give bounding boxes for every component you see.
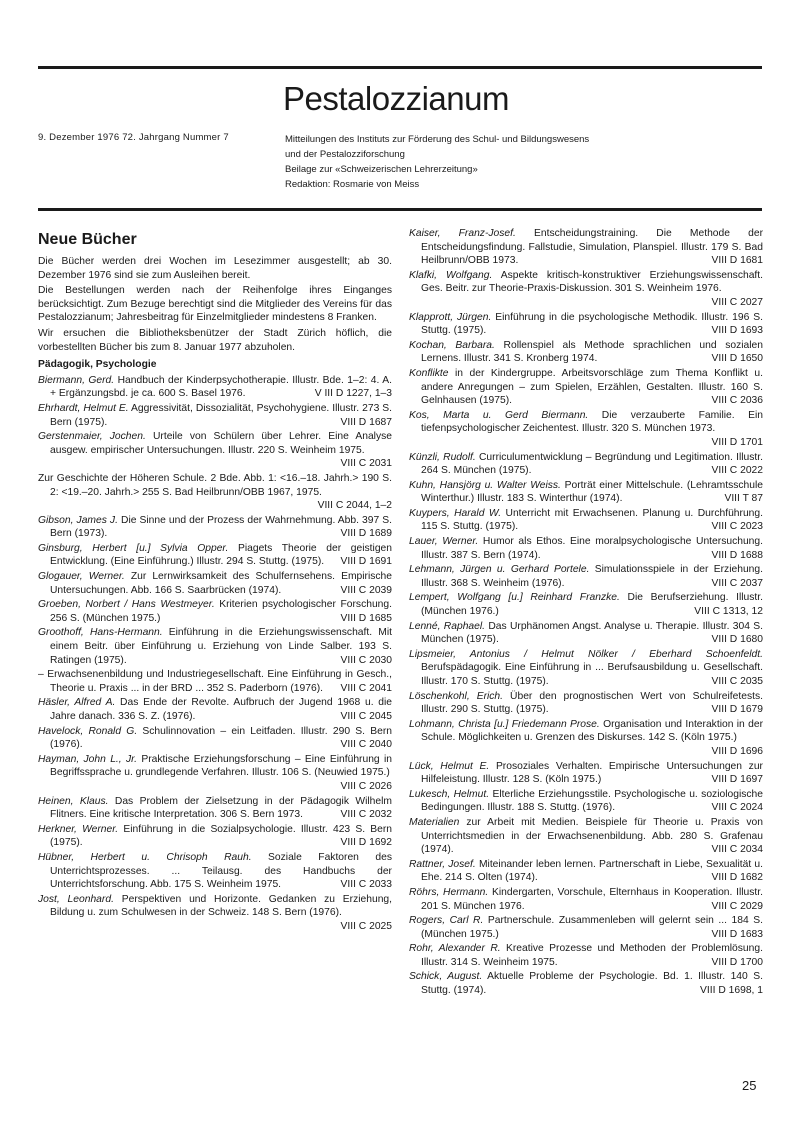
book-description: Unterricht mit Erwachsenen. Planung u. Durchführung. 115 S. Stuttg. (1975).: [421, 507, 763, 533]
book-description: Porträt einer Mittelschule. (Lehramtsschule Winterthur.) Illustr. 183 S. Winterthur (1974).: [421, 479, 763, 505]
right-column: [409, 227, 763, 999]
book-author: Materialien: [409, 816, 460, 828]
book-author: Lauer, Werner.: [409, 536, 479, 548]
book-entry: [409, 788, 763, 815]
book-author: Hübner, Herbert u. Chrisoph Rauh.: [38, 851, 252, 863]
book-author: Röhrs, Hermann.: [409, 886, 489, 898]
shelf-signature: VIII C 2026: [340, 780, 392, 792]
book-entry: [409, 620, 763, 647]
book-author: Rattner, Josef.: [409, 858, 476, 870]
book-entry: [38, 542, 392, 569]
book-entry: [38, 823, 392, 850]
book-description: Piagets Theorie der geistigen Entwicklung. (Eine Einführung.) Illustr. 294 S. Stuttg. (1975).: [50, 542, 392, 568]
book-entry: [38, 725, 392, 752]
shelf-signature: VIII C 2023: [711, 521, 763, 533]
book-entry: [409, 718, 763, 759]
book-description: Das Urphänomen Angst. Analyse u. Therapie. Illustr. 304 S. München (1975).: [421, 620, 764, 646]
shelf-signature: VIII D 1700: [711, 956, 763, 968]
dateline: 9. Dezember 1976 72. Jahrgang Nummer 7: [38, 132, 229, 143]
shelf-signature: VIII C 2033: [340, 879, 392, 891]
book-entry: [38, 753, 392, 794]
book-author: Lohmann, Christa [u.] Friedemann Prose.: [409, 718, 600, 730]
book-author: Konflikte: [409, 367, 449, 379]
shelf-signature: VIII C 2022: [711, 465, 763, 477]
book-author: Ehrhardt, Helmut E.: [38, 402, 129, 414]
book-entry: [38, 668, 392, 695]
book-description: Rollenspiel als Methode sprachlichen und sozialen Lernens. Illustr. 341 S. Kronberg 1974.: [421, 339, 763, 365]
shelf-signature: VIII C 2029: [711, 900, 763, 912]
masthead-line: Mitteilungen des Instituts zur Förderung des Schul- und Bildungswesens: [285, 134, 590, 145]
book-author: Herkner, Werner.: [38, 823, 119, 835]
book-author: Häsler, Alfred A.: [38, 697, 116, 709]
shelf-signature: VIII C 2024: [711, 802, 763, 814]
book-entry: [409, 914, 763, 941]
subsection-heading: Pädagogik, Psychologie: [38, 359, 157, 371]
masthead: [285, 132, 755, 192]
section-rule: [38, 208, 762, 211]
book-description: zur Arbeit mit Medien. Beispiele für Theorie u. Praxis von Unterrichtsmedien in der Erwachsenenbildung. Abb. 280 S. Grafenau (1974).: [421, 816, 763, 856]
intro-paragraph: Wir ersuchen die Bibliotheksbenützer der Stadt Zürich höflich, die vorbestellten Bücher bis zum 8. Januar 1977 abzuholen.: [38, 327, 392, 353]
shelf-signature: VIII C 2032: [340, 809, 392, 821]
book-author: Kuypers, Harald W.: [409, 507, 502, 519]
book-author: Biermann, Gerd.: [38, 374, 115, 386]
book-description: Elterliche Erziehungsstile. Psychologische u. soziologische Bedingungen. Illustr. 188 S. Stuttg. (1976).: [421, 788, 763, 814]
book-entry: [38, 696, 392, 723]
book-description: Prosoziales Verhalten. Empirische Untersuchungen zur Hilfeleistung. Illustr. 128 S. (Köln 1975.): [421, 760, 763, 786]
masthead-line: und der Pestalozziforschung: [285, 149, 405, 160]
shelf-signature: VIII C 2031: [340, 458, 392, 470]
book-author: Havelock, Ronald G.: [38, 725, 138, 737]
book-description: in der Kindergruppe. Arbeitsvorschläge zum Thema Konflikt u. andere Anregungen – zum Spielen, Erzählen, Gestalten. Illustr. 160 S. Gelnhausen (1975).: [421, 367, 763, 407]
shelf-signature: VIII D 1697: [711, 774, 763, 786]
book-entry: [409, 816, 763, 857]
book-author: Lenné, Raphael.: [409, 620, 486, 632]
book-entry: [409, 507, 763, 534]
book-description: Zur Geschichte der Höheren Schule. 2 Bde. Abb. 1: <16.–18. Jahrh.> 190 S. 2: <19.–20. Jahrh.> 255 S. Bad Heilbrunn/OBB 1967, 1975.: [38, 472, 392, 498]
book-entry: [38, 598, 392, 625]
book-description: Miteinander leben lernen. Partnerschaft in Liebe, Sexualität u. Ehe. 214 S. Olten (1974).: [421, 858, 763, 884]
book-entry: [38, 893, 392, 934]
shelf-signature: VIII C 2040: [340, 739, 392, 751]
book-description: Praktische Erziehungsforschung – Eine Einführung in Begriffssprache u. grundlegende Verfahren. Illustr. 106 S. (Neuwied 1975.): [50, 753, 393, 779]
shelf-signature: VIII T 87: [724, 493, 763, 505]
book-description: Soziale Faktoren des Unterrichtsprozesses. ... Teilausg. des Handbuchs der Unterrichtsforschung. Abb. 175 S. Weinheim 1975.: [50, 851, 392, 891]
shelf-signature: VIII D 1689: [340, 528, 392, 540]
book-description: Aggressivität, Dissozialität, Psychohygiene. Illustr. 273 S. Bern (1975).: [50, 402, 392, 428]
book-entry: [409, 886, 763, 913]
book-author: Heinen, Klaus.: [38, 795, 109, 807]
book-author: Rogers, Carl R.: [409, 915, 484, 927]
shelf-signature: VIII C 2044, 1–2: [317, 500, 392, 512]
book-description: Einführung in die Sozialpsychologie. Illustr. 423 S. Bern (1975).: [50, 823, 392, 849]
book-description: Einführung in die psychologische Methodik. Illustr. 196 S. Stuttg. (1975).: [421, 311, 763, 337]
book-author: Löschenkohl, Erich.: [409, 690, 504, 702]
book-author: Groeben, Norbert / Hans Westmeyer.: [38, 599, 215, 611]
book-description: Simulationsspiele in der Erziehung. Illustr. 368 S. Weinheim (1976).: [421, 564, 763, 589]
shelf-signature: VIII C 2030: [340, 654, 392, 666]
book-author: Lück, Helmut E.: [409, 760, 490, 772]
shelf-signature: VIII C 2025: [340, 920, 392, 932]
shelf-signature: VIII D 1682: [711, 872, 763, 884]
section-title: Neue Bücher: [38, 231, 137, 248]
book-entry: [38, 626, 392, 667]
book-entry: [409, 409, 763, 450]
shelf-signature: VIII D 1680: [711, 634, 763, 646]
book-description: Die Berufserziehung. Illustr. (München 1976.): [421, 592, 763, 618]
book-author: Ginsburg, Herbert [u.] Sylvia Opper.: [38, 542, 229, 554]
book-description: Curriculumentwicklung – Begründung und Legitimation. Illustr. 264 S. München (1975).: [421, 451, 763, 477]
shelf-signature: VIII D 1691: [340, 556, 392, 568]
page-title: Pestalozzianum: [283, 80, 509, 117]
book-author: Kos, Marta u. Gerd Biermann.: [409, 409, 589, 421]
book-description: Entscheidungstraining. Die Methode der Entscheidungsfindung. Fallstudie, Simulation, Planspiel. Illustr. 179 S. Bad Heilbrunn/OBB 1973.: [421, 228, 763, 267]
shelf-signature: VIII C 2039: [340, 584, 392, 596]
shelf-signature: VIII D 1692: [340, 837, 392, 849]
book-author: Jost, Leonhard.: [38, 893, 114, 905]
shelf-signature: VIII C 1313, 12: [694, 606, 763, 618]
shelf-signature: VIII D 1687: [340, 416, 392, 428]
book-author: Klafki, Wolfgang.: [409, 269, 493, 281]
shelf-signature: VIII D 1650: [711, 353, 763, 365]
book-author: Klapprott, Jürgen.: [409, 311, 492, 323]
book-author: Glogauer, Werner.: [38, 571, 125, 583]
shelf-signature: VIII C 2041: [340, 682, 392, 694]
book-entry: [409, 451, 763, 478]
book-description: Kindergarten, Vorschule, Elternhaus in Kooperation. Illustr. 201 S. München 1976.: [421, 886, 763, 912]
shelf-signature: VIII C 2034: [711, 844, 763, 856]
book-entry: [409, 690, 763, 717]
top-rule: [38, 66, 762, 69]
book-description: Das Ende der Revolte. Aufbruch der Jugend 1968 u. die Jahre danach. 336 S. Z. (1976).: [50, 697, 392, 722]
shelf-signature: VIII D 1693: [711, 325, 763, 337]
book-description: Zur Lernwirksamkeit des Schulfernsehens. Empirische Untersuchungen. Abb. 166 S. Saarbrücken (1974).: [50, 571, 392, 596]
book-description: Aktuelle Probleme der Psychologie. Bd. 1. Illustr. 140 S. Stuttg. (1974).: [421, 971, 763, 997]
book-entry: [409, 367, 763, 408]
shelf-signature: VIII D 1685: [340, 612, 392, 624]
book-author: Lipsmeier, Antonius / Helmut Nölker / Eberhard Schoenfeldt.: [409, 648, 763, 660]
book-entry: [409, 858, 763, 885]
book-description: Das Problem der Zielsetzung in der Pädagogik Wilhelm Flitners. Eine kritische Interpretation. 306 S. Bern 1973.: [50, 795, 392, 821]
shelf-signature: VIII D 1681: [711, 255, 763, 267]
book-entry: [38, 374, 392, 401]
intro-paragraph: Die Bücher werden drei Wochen im Lesezimmer ausgestellt; ab 30. Dezember 1976 sind sie zum Ausleihen bereit.: [38, 256, 392, 281]
book-description: Urteile von Schülern über Lehrer. Eine Analyse ausgew. empirischer Untersuchungen. Illustr. 220 S. Weinheim 1975.: [50, 431, 392, 456]
book-description: Die verzauberte Familie. Ein tiefenpsychologischer Zeichentest. Illustr. 320 S. München 1973.: [421, 409, 764, 435]
book-entry: [409, 339, 763, 366]
book-entry: [409, 563, 763, 590]
intro-paragraph: Die Bestellungen werden nach der Reihenfolge ihres Einganges berücksichtigt. Zum Bezuge berechtigt sind die Mitglieder des Vereins für das Pestalozzianum; Jahresbeitrag für Einzelmitglieder mindestens 8 Franken.: [38, 285, 392, 324]
book-entry: [409, 535, 763, 562]
book-description: Die Sinne und der Prozess der Wahrnehmung. Abb. 397 S. Bern (1973).: [50, 514, 393, 540]
left-column: [38, 229, 392, 935]
book-description: Über den prognostischen Wert von Schulreifetests. Illustr. 290 S. Stuttg. (1975).: [421, 690, 763, 716]
book-description: Partnerschule. Zusammenleben will gelernt sein ... 184 S. (München 1975.): [421, 915, 764, 940]
book-author: Kochan, Barbara.: [409, 339, 495, 351]
book-entry: [409, 648, 763, 689]
book-author: Kaiser, Franz-Josef.: [409, 228, 516, 239]
book-description: Berufspädagogik. Eine Einführung in ... Berufsausbildung u. Gesellschaft. Illustr. 170 S. Stuttg. (1975).: [421, 662, 763, 687]
masthead-line: Redaktion: Rosmarie von Meiss: [285, 179, 420, 190]
book-entry: [409, 269, 763, 310]
book-list-right: [409, 227, 763, 998]
book-description: Perspektiven und Horizonte. Gedanken zu Erziehung, Bildung u. zum Schulwesen in der Schweiz. 148 S. Bern (1976).: [50, 893, 393, 919]
shelf-signature: VIII D 1696: [711, 745, 763, 757]
book-entry: [38, 472, 392, 513]
book-author: Lukesch, Helmut.: [409, 788, 490, 800]
page-number: 25: [742, 1078, 757, 1093]
book-entry: [409, 760, 763, 787]
shelf-signature: VIII C 2036: [711, 395, 763, 407]
book-author: Hayman, John L., Jr.: [38, 753, 138, 765]
book-author: Schick, August.: [409, 971, 483, 983]
shelf-signature: VIII C 2035: [711, 676, 763, 687]
book-author: Künzli, Rudolf.: [409, 451, 476, 463]
book-list-left: [38, 374, 392, 934]
masthead-line: Beilage zur «Schweizerischen Lehrerzeitung»: [285, 164, 478, 175]
book-description: Organisation und Interaktion in der Schule. Möglichkeiten u. Grenzen des Diskurses. 142 S. (Köln 1975.): [421, 718, 764, 744]
book-description: Einführung in die Erziehungswissenschaft. Mit einem Beitr. über Einführung u. Erziehung von Linde Salber. 193 S. Ratingen (1975).: [50, 627, 392, 666]
shelf-signature: VIII D 1688: [711, 549, 763, 561]
book-entry: [409, 942, 763, 969]
book-entry: [38, 851, 392, 892]
book-description: – Erwachsenenbildung und Industriegesellschaft. Eine Einführung in Gesch., Theorie u. Praxis ... in der BRD ... 352 S. Paderborn (1976).: [38, 669, 392, 694]
shelf-signature: VIII D 1683: [711, 928, 763, 940]
shelf-signature: VIII D 1701: [711, 436, 763, 448]
shelf-signature: VIII D 1679: [711, 704, 763, 716]
book-description: Kreative Prozesse und Methoden der Problemlösung. Illustr. 314 S. Weinheim 1975.: [421, 943, 763, 968]
book-entry: [409, 479, 763, 506]
book-author: Lehmann, Jürgen u. Gerhard Portele.: [409, 564, 590, 576]
shelf-signature: VIII C 2027: [711, 296, 763, 308]
book-author: Groothoff, Hans-Hermann.: [38, 627, 163, 639]
book-description: Humor als Ethos. Eine moralpsychologische Untersuchung. Illustr. 387 S. Bern (1974).: [421, 536, 763, 561]
book-author: Gibson, James J.: [38, 514, 118, 526]
shelf-signature: VIII C 2037: [711, 577, 763, 589]
book-entry: [38, 570, 392, 597]
book-entry: [409, 311, 763, 338]
book-entry: [409, 591, 763, 618]
book-description: Handbuch der Kinderpsychotherapie. Illustr. Bde. 1–2: 4. A. + Ergänzungsbd. je ca. 600 S. Basel 1976.: [50, 374, 392, 400]
book-author: Lempert, Wolfgang [u.] Reinhard Franzke.: [409, 592, 620, 604]
book-description: Aspekte kritisch-konstruktiver Erziehungswissenschaft. Ges. Beitr. zur Theorie-Praxis-Diskussion. 301 S. Weinheim 1976.: [421, 269, 764, 295]
book-entry: [38, 402, 392, 429]
book-description: Kriterien psychologischer Forschung. 256 S. (München 1975.): [50, 599, 392, 624]
book-entry: [409, 970, 763, 997]
book-author: Rohr, Alexander R.: [409, 943, 501, 955]
book-entry: [38, 430, 392, 471]
book-entry: [409, 227, 763, 268]
shelf-signature: VIII C 2045: [340, 711, 392, 722]
book-entry: [38, 795, 392, 822]
shelf-signature: VIII D 1698, 1: [700, 985, 763, 997]
book-author: Kuhn, Hansjörg u. Walter Weiss.: [409, 479, 561, 491]
book-description: Schulinnovation – ein Leitfaden. Illustr. 290 S. Bern (1976).: [50, 725, 393, 751]
book-entry: [38, 514, 392, 541]
book-author: Gerstenmaier, Jochen.: [38, 431, 146, 443]
shelf-signature: V III D 1227, 1–3: [314, 388, 392, 400]
